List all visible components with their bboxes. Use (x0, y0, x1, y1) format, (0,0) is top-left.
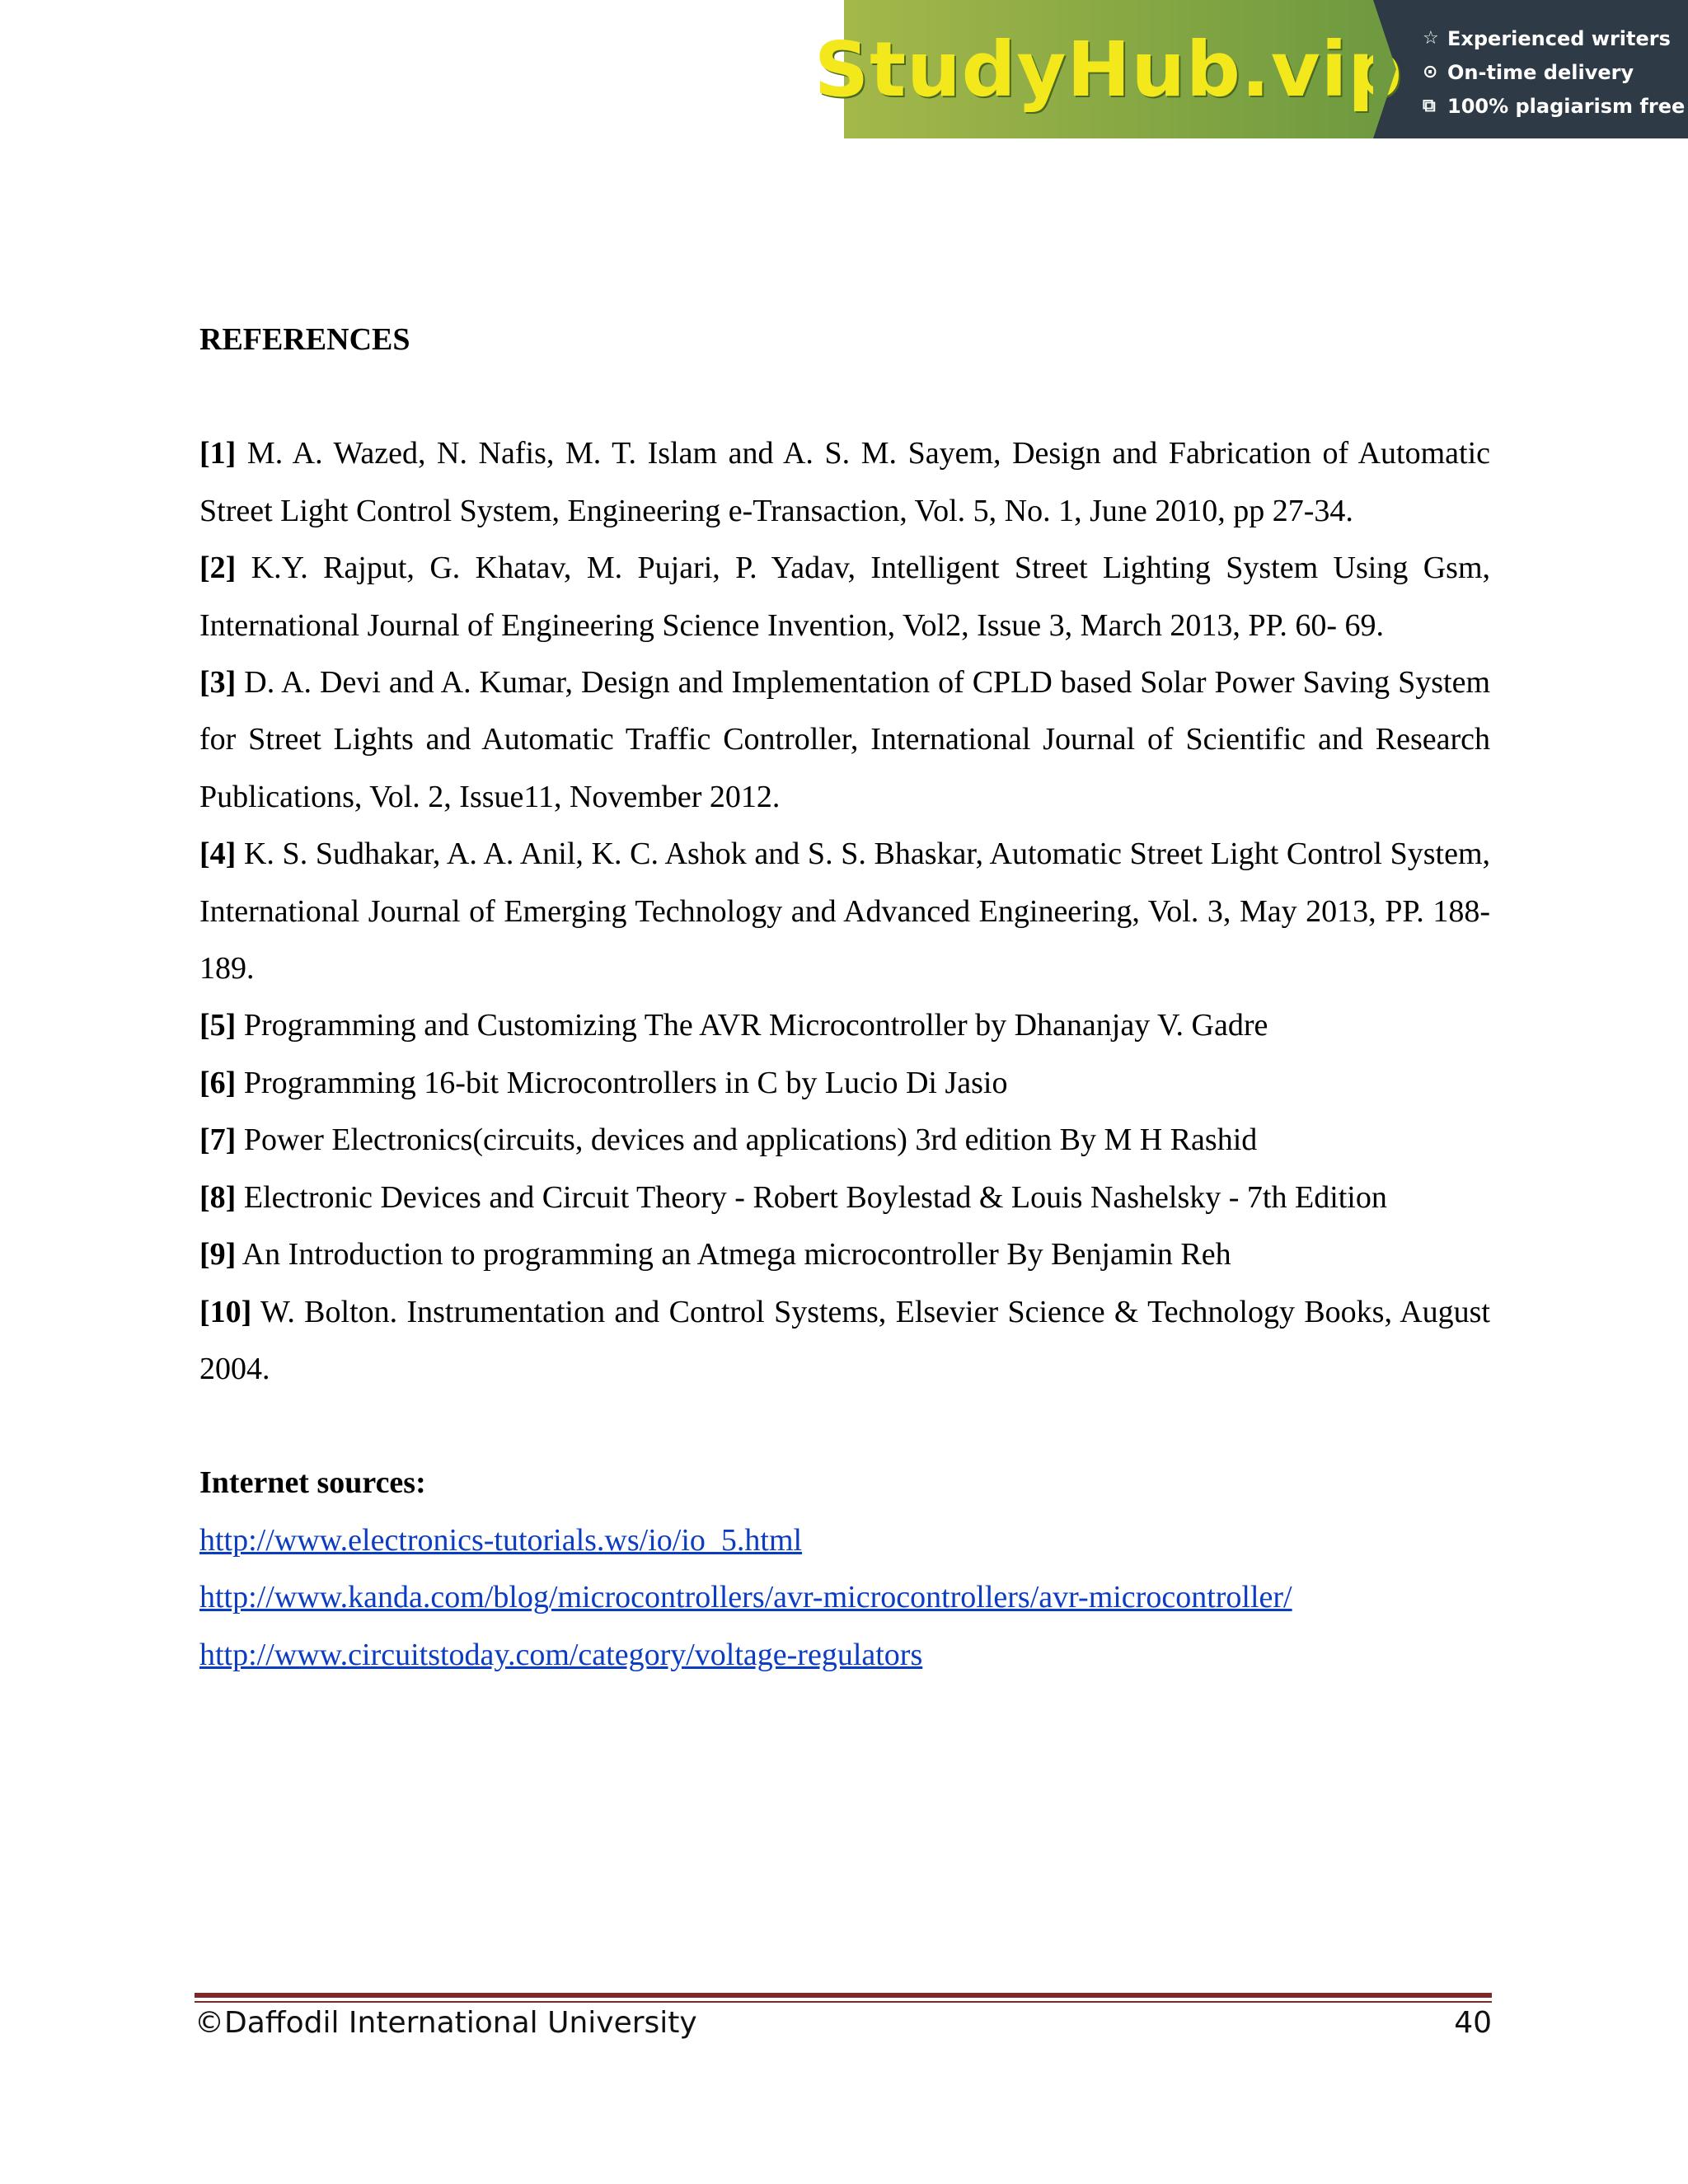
reference-item (199, 425, 1490, 540)
reference-number: [1] (199, 436, 237, 471)
link-electronics-tutorials[interactable]: http://www.electronics-tutorials.ws/io/io_5.html (199, 1522, 803, 1558)
reference-item (199, 826, 1490, 997)
reference-text: An Introduction to programming an Atmega microcontroller By Benjamin Reh (241, 1237, 1231, 1272)
internet-sources-heading: Internet sources: (199, 1465, 426, 1501)
feature-experienced-writers (1423, 21, 1688, 55)
feature-plagiarism-free (1423, 89, 1688, 123)
feature-label: 100% plagiarism free (1447, 94, 1686, 118)
banner-logo-area (814, 0, 1404, 138)
feature-on-time-delivery (1423, 55, 1688, 89)
reference-text: D. A. Devi and A. Kumar, Design and Implementation of CPLD based Solar Power Saving System for Street Lights and Automatic Traffic Controller, International Journal of Scientific and Research Publications, Vol. 2, Issue11, November 2012. (199, 665, 1491, 814)
footer-divider-thick (195, 1993, 1492, 1998)
footer-divider-thin (195, 2001, 1492, 2003)
reference-number: [10] (199, 1294, 252, 1329)
feature-label: On-time delivery (1447, 60, 1634, 84)
reference-item (199, 997, 1490, 1054)
reference-text: Programming and Customizing The AVR Microcontroller by Dhananjay V. Gadre (243, 1008, 1268, 1043)
reference-number: [5] (199, 1008, 237, 1043)
page-footer (195, 2006, 1492, 2040)
reference-list (199, 425, 1490, 1398)
reference-text: Electronic Devices and Circuit Theory - Robert Boylestad & Louis Nashelsky - 7th Edition (243, 1179, 1387, 1215)
banner-features (1373, 0, 1688, 138)
reference-number: [6] (199, 1065, 237, 1100)
reference-item (199, 1112, 1490, 1169)
copy-icon: ⧉ (1423, 96, 1436, 116)
reference-number: [8] (199, 1179, 237, 1215)
link-kanda[interactable]: http://www.kanda.com/blog/microcontrollers/avr-microcontrollers/avr-microcontroller/ (199, 1580, 1292, 1615)
reference-text: M. A. Wazed, N. Nafis, M. T. Islam and A. S. M. Sayem, Design and Fabrication of Automatic Street Light Control System, Engineering e-Transaction, Vol. 5, No. 1, June 2010, pp 27-34. (199, 436, 1491, 528)
brand-logo: StudyHub.vip (814, 25, 1404, 114)
link-circuitstoday[interactable]: http://www.circuitstoday.com/category/voltage-regulators (199, 1637, 923, 1672)
document-body (199, 312, 1490, 1684)
reference-text: Power Electronics(circuits, devices and applications) 3rd edition By M H Rashid (243, 1122, 1258, 1158)
reference-number: [9] (199, 1237, 237, 1272)
reference-text: K.Y. Rajput, G. Khatav, M. Pujari, P. Yadav, Intelligent Street Lighting System Using Gsm, International Journal of Engineering Science Invention, Vol2, Issue 3, March 2013, PP. 60- 69. (199, 551, 1491, 643)
reference-number: [3] (199, 665, 237, 701)
reference-text: W. Bolton. Instrumentation and Control Systems, Elsevier Science & Technology Books, August 2004. (199, 1294, 1490, 1386)
clock-icon: ⊙ (1423, 62, 1438, 82)
reference-number: [7] (199, 1122, 237, 1158)
reference-item (199, 1055, 1490, 1112)
reference-text: K. S. Sudhakar, A. A. Anil, K. C. Ashok and S. S. Bhaskar, Automatic Street Light Control System, International Journal of Emerging Technology and Advanced Engineering, Vol. 3, May 2013, PP. 188-189. (199, 837, 1491, 987)
footer-university: ©Daffodil International University (195, 2006, 697, 2040)
reference-item (199, 1169, 1490, 1226)
feature-label: Experienced writers (1447, 26, 1671, 50)
internet-links (199, 1512, 1490, 1684)
reference-number: [2] (199, 551, 237, 586)
page-number: 40 (1454, 2006, 1492, 2040)
studyhub-banner[interactable] (814, 0, 1688, 138)
reference-number: [4] (199, 837, 237, 872)
reference-item (199, 540, 1490, 654)
page-title: REFERENCES (199, 322, 410, 357)
star-icon: ☆ (1423, 28, 1439, 49)
reference-item (199, 654, 1490, 826)
reference-item (199, 1284, 1490, 1399)
reference-text: Programming 16-bit Microcontrollers in C by Lucio Di Jasio (243, 1065, 1008, 1100)
reference-item (199, 1226, 1490, 1283)
